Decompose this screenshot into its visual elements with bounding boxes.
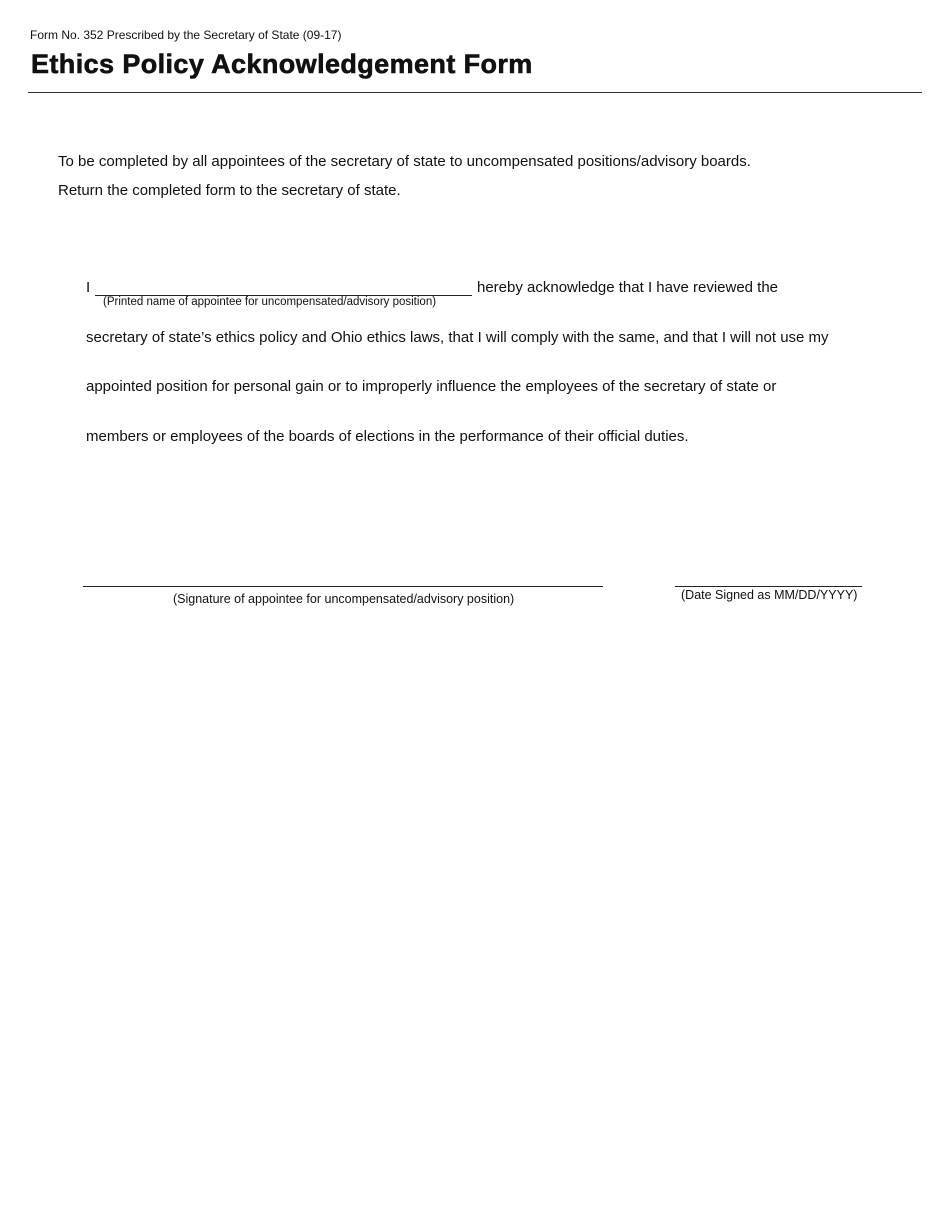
- form-number: Form No. 352 Prescribed by the Secretary of State (09-17): [30, 28, 342, 42]
- form-title: Ethics Policy Acknowledgement Form: [31, 49, 533, 79]
- acknowledgement-line-2: secretary of state’s ethics policy and Ohio ethics laws, that I will comply with the same, and that I will not use my: [86, 329, 829, 346]
- instruction-completion: To be completed by all appointees of the secretary of state to uncompensated positions/advisory boards.: [58, 153, 751, 170]
- printed-name-field[interactable]: [95, 278, 472, 296]
- acknowledgement-prefix: I: [86, 279, 91, 296]
- signature-caption: (Signature of appointee for uncompensated/advisory position): [173, 592, 515, 606]
- header-divider: [28, 92, 922, 93]
- printed-name-caption: (Printed name of appointee for uncompensated/advisory position): [103, 296, 437, 308]
- signature-field[interactable]: [83, 568, 603, 587]
- instruction-return: Return the completed form to the secretary of state.: [58, 182, 401, 199]
- date-signed-field[interactable]: [675, 568, 862, 587]
- acknowledgement-line-3: appointed position for personal gain or to improperly influence the employees of the secretary of state or: [86, 378, 777, 395]
- acknowledgement-line-1: hereby acknowledge that I have reviewed the: [477, 279, 779, 296]
- acknowledgement-line-4: members or employees of the boards of elections in the performance of their official duties.: [86, 428, 689, 445]
- date-signed-caption: (Date Signed as MM/DD/YYYY): [681, 588, 858, 602]
